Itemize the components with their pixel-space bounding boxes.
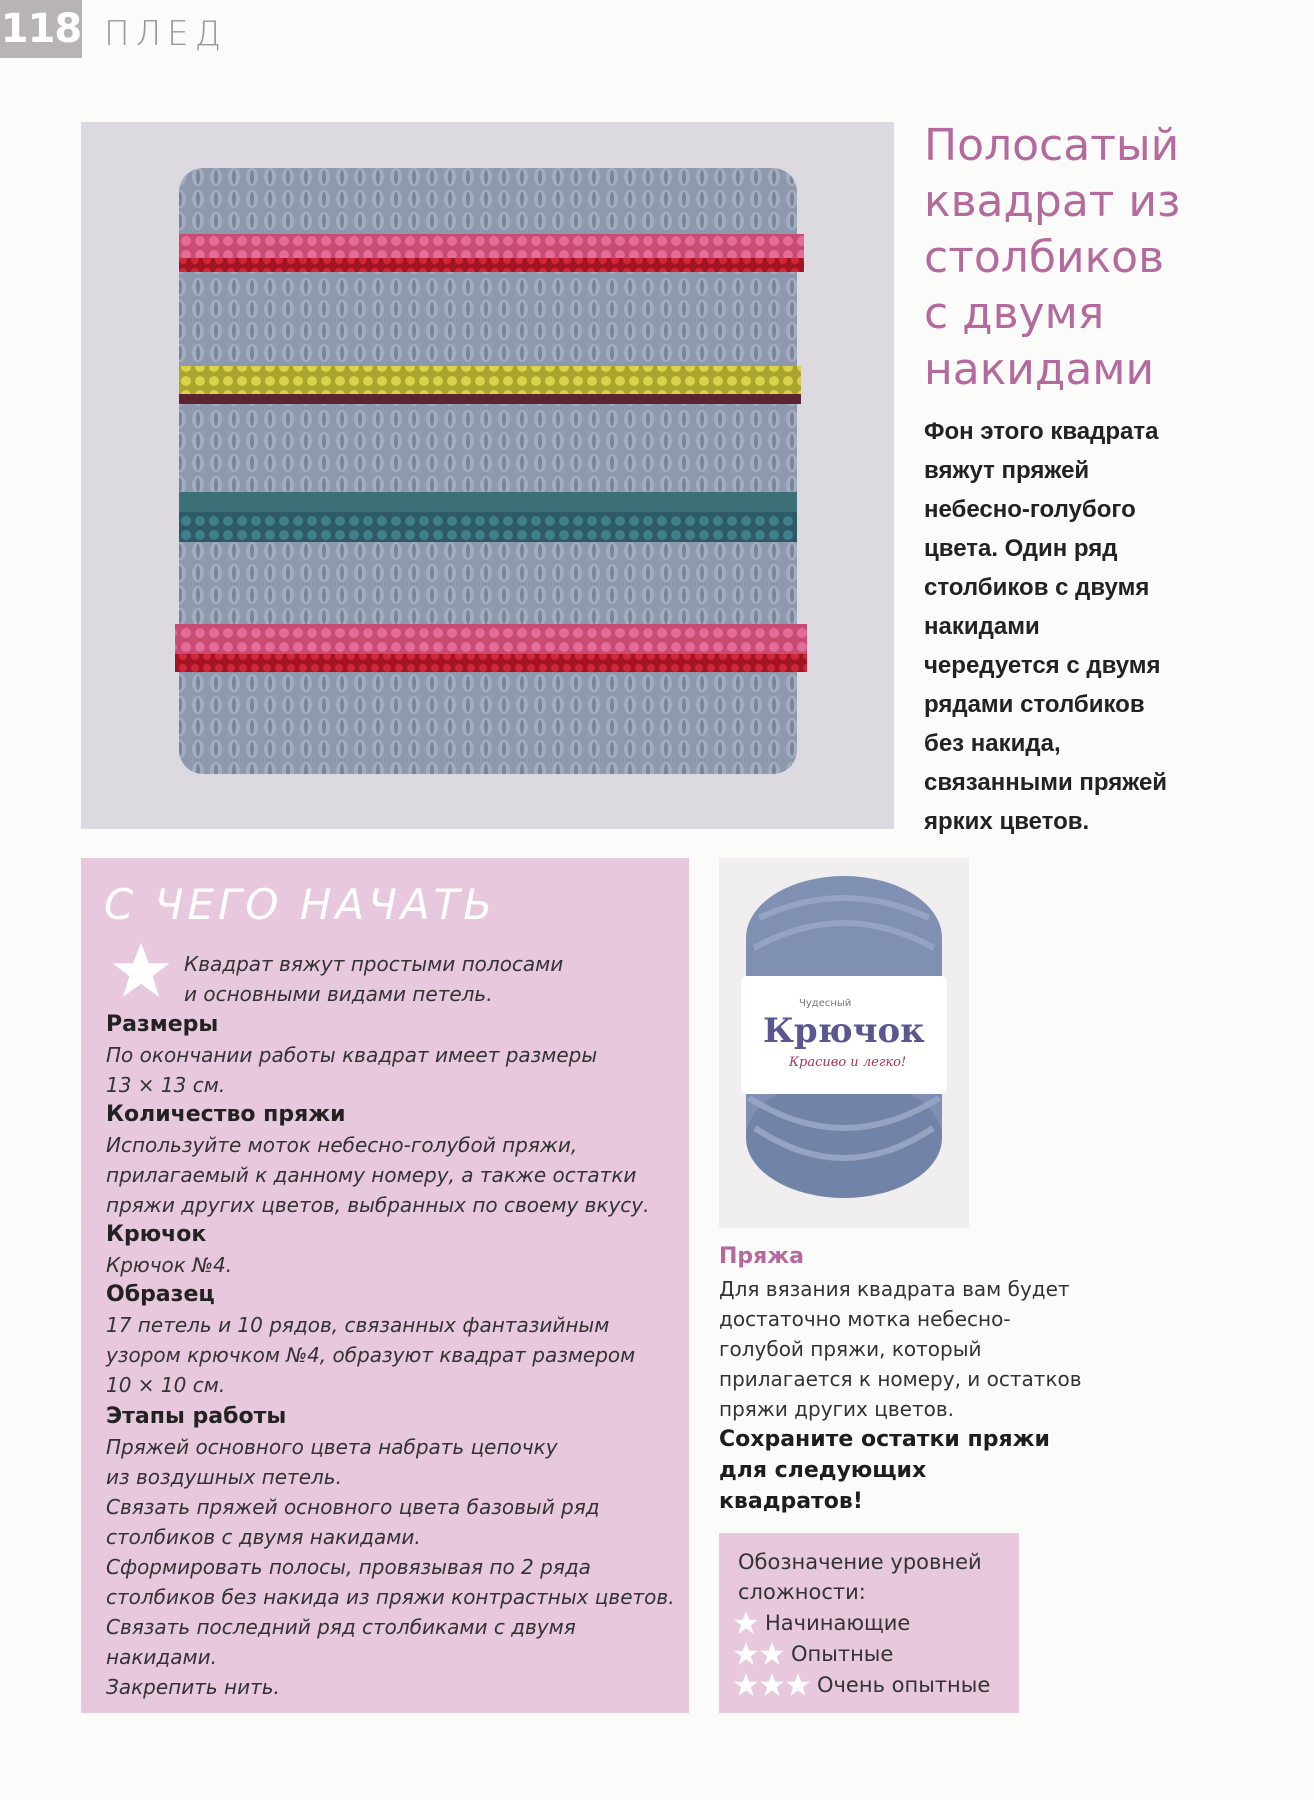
legend-title-line: сложности: <box>738 1580 866 1604</box>
getting-started-heading: С ЧЕГО НАЧАТЬ <box>104 880 497 929</box>
star-icon <box>108 940 174 1002</box>
lead-line: накидами <box>924 613 1040 640</box>
article-title <box>924 118 1284 398</box>
legend-label: Очень опытные <box>817 1673 991 1697</box>
star-icon <box>733 1641 759 1667</box>
save-line: Сохраните остатки пряжи <box>719 1427 1050 1452</box>
yarn-line: голубой пряжи, который <box>719 1337 982 1361</box>
section-body-yarn-amount <box>106 1130 686 1220</box>
section-body-steps <box>106 1432 686 1702</box>
legend-row-expert <box>733 1670 990 1700</box>
section-body-hook <box>106 1250 686 1280</box>
lead-line: цвета. Один ряд <box>924 535 1118 562</box>
save-line: квадратов! <box>719 1489 863 1514</box>
yarn-line: Для вязания квадрата вам будет <box>719 1277 1070 1301</box>
body-line: узором крючком №4, образуют квадрат размером <box>106 1343 636 1367</box>
body-line: из воздушных петель. <box>106 1465 342 1489</box>
section-body-gauge <box>106 1310 686 1400</box>
body-line: столбиков с двумя накидами. <box>106 1525 421 1549</box>
intro-line: Квадрат вяжут простыми полосами <box>184 952 564 976</box>
body-line: столбиков без накида из пряжи контрастных цветов. <box>106 1585 675 1609</box>
body-line: 17 петель и 10 рядов, связанных фантазийным <box>106 1313 610 1337</box>
legend-label: Опытные <box>791 1642 894 1666</box>
body-line: Крючок №4. <box>106 1253 233 1277</box>
lead-line: связанными пряжей <box>924 769 1168 796</box>
intro-text <box>184 949 664 1009</box>
section-heading-steps: Этапы работы <box>106 1404 287 1429</box>
body-line: пряжи других цветов, выбранных по своему вкусу. <box>106 1193 650 1217</box>
body-line: Закрепить нить. <box>106 1675 280 1699</box>
yarn-ball-photo <box>719 858 969 1228</box>
body-line: 13 × 13 см. <box>106 1073 226 1097</box>
yarn-line: прилагается к номеру, и остатков <box>719 1367 1082 1391</box>
star-icon <box>759 1672 785 1698</box>
body-line: Сформировать полосы, провязывая по 2 ряда <box>106 1555 591 1579</box>
lead-line: столбиков с двумя <box>924 574 1150 601</box>
title-line: квадрат из <box>924 176 1181 227</box>
swatch-photo <box>81 122 894 829</box>
body-line: Пряжей основного цвета набрать цепочку <box>106 1435 558 1459</box>
body-line: Связать последний ряд столбиками с двумя <box>106 1615 576 1639</box>
page-number: 118 <box>0 0 82 58</box>
crochet-swatch-image <box>81 122 894 829</box>
star-icon <box>785 1672 811 1698</box>
yarn-line: достаточно мотка небесно- <box>719 1307 1011 1331</box>
lead-line: ярких цветов. <box>924 808 1090 835</box>
yarn-line: пряжи других цветов. <box>719 1397 954 1421</box>
lead-line: небесно-голубого <box>924 496 1136 523</box>
title-line: столбиков <box>924 232 1165 283</box>
yarn-label-tagline: Красиво и легко! <box>789 1055 907 1070</box>
lead-line: вяжут пряжей <box>924 457 1090 484</box>
section-body-size <box>106 1040 686 1100</box>
section-heading-hook: Крючок <box>106 1222 207 1247</box>
legend-row-experienced <box>733 1639 893 1669</box>
legend-title-line: Обозначение уровней <box>738 1550 982 1574</box>
yarn-label-small: Чудесный <box>799 998 852 1009</box>
intro-line: и основными видами петель. <box>184 982 493 1006</box>
star-icon <box>733 1610 759 1636</box>
body-line: 10 × 10 см. <box>106 1373 226 1397</box>
body-line: прилагаемый к данному номеру, а также остатки <box>106 1163 637 1187</box>
yarn-label-brand: Крючок <box>763 1011 925 1051</box>
lead-line: Фон этого квадрата <box>924 418 1159 445</box>
legend-label: Начинающие <box>765 1611 911 1635</box>
lead-paragraph <box>924 412 1264 841</box>
title-line: Полосатый <box>924 120 1180 171</box>
lead-line: без накида, <box>924 730 1061 757</box>
star-icon <box>733 1672 759 1698</box>
star-icon <box>759 1641 785 1667</box>
body-line: Связать пряжей основного цвета базовый ряд <box>106 1495 600 1519</box>
save-line: для следующих <box>719 1458 927 1483</box>
yarn-heading: Пряжа <box>719 1244 805 1269</box>
section-heading-gauge: Образец <box>106 1282 215 1307</box>
section-title: ПЛЕД <box>104 14 228 54</box>
yarn-text <box>719 1274 1099 1424</box>
title-line: с двумя <box>924 288 1105 339</box>
lead-line: чередуется с двумя <box>924 652 1161 679</box>
body-line: накидами. <box>106 1645 217 1669</box>
yarn-ball-image <box>719 858 969 1228</box>
legend-row-beginner <box>733 1608 910 1638</box>
save-leftovers-note <box>719 1424 1099 1517</box>
section-heading-yarn-amount: Количество пряжи <box>106 1102 346 1127</box>
body-line: Используйте моток небесно-голубой пряжи, <box>106 1133 578 1157</box>
title-line: накидами <box>924 344 1155 395</box>
body-line: По окончании работы квадрат имеет размеры <box>106 1043 598 1067</box>
lead-line: рядами столбиков <box>924 691 1145 718</box>
legend-title <box>738 1547 998 1607</box>
section-heading-size: Размеры <box>106 1012 219 1037</box>
